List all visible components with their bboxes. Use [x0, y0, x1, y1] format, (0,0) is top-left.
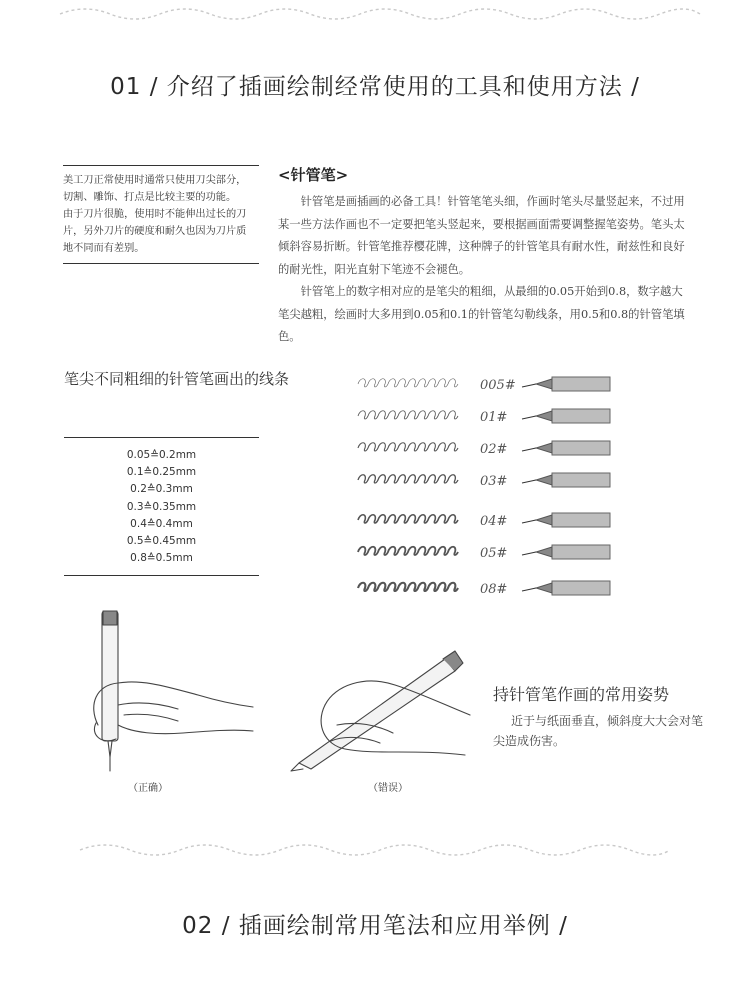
nib-size-row: 0.8≙0.5mm: [130, 552, 193, 565]
stroke-sample-row: [358, 377, 610, 393]
wrong-grip-illustration: [285, 645, 475, 775]
knife-note-line: 由于刀片很脆，使用时不能伸出过长的刀: [63, 209, 247, 220]
pen-icon: [552, 473, 610, 487]
pen-stroke-samples-illustration: [352, 362, 612, 602]
stroke-squiggle: [358, 475, 458, 483]
pen-icon: [552, 513, 610, 527]
nib-size-row: 0.4≙0.4mm: [130, 517, 193, 530]
stroke-sample-label: 005#: [480, 378, 516, 393]
stroke-squiggle: [358, 443, 458, 451]
pen-nib-icon: [522, 416, 536, 419]
nib-size-row: 0.2≙0.3mm: [130, 483, 193, 496]
stroke-sample-row: [358, 581, 610, 597]
section-1-heading: 01 / 介绍了插画绘制经常使用的工具和使用方法 /: [110, 74, 640, 100]
line-widths-title: 笔尖不同粗细的针管笔画出的线条: [64, 370, 290, 388]
pen-icon: [552, 545, 610, 559]
section-2-heading: 02 / 插画绘制常用笔法和应用举例 /: [182, 913, 568, 939]
stroke-sample-label: 02#: [480, 442, 508, 457]
nib-size-row: 0.1≙0.25mm: [126, 466, 197, 479]
stroke-sample-row: [358, 473, 610, 489]
pen-nib-icon: [522, 384, 536, 387]
grip-posture-text: 近于与纸面垂直，倾斜度大大会对笔尖造成伤害。: [493, 714, 704, 748]
pen-tip-icon: [536, 583, 552, 593]
pen-nib-icon: [522, 480, 536, 483]
pen-paragraph-1: 针管笔是画插画的必备工具！针管笔笔头细，作画时笔头尽量竖起来，不过用某一些方法作画也不一定要把笔头竖起来，要根据画面需要调整握笔姿势。笔头太倾斜容易折断。针管笔推荐樱花牌，这种牌子的针管笔具有耐水性，耐兹性和良好的耐光性，阳光直射下笔迹不会褪色。: [278, 195, 685, 276]
stroke-sample-row: [358, 513, 610, 529]
pen-tip-icon: [536, 515, 552, 525]
pen-icon: [552, 441, 610, 455]
pen-paragraph-2: 针管笔上的数字相对应的是笔尖的粗细，从最细的0.05开始到0.8，数字越大笔尖越粗，绘画时大多用到0.05和0.1的针管笔勾勒线条，用0.5和0.8的针管笔填色。: [278, 285, 685, 343]
pen-tip-icon: [536, 379, 552, 389]
pen-tip-icon: [536, 547, 552, 557]
stroke-sample-label: 05#: [480, 546, 508, 561]
knife-note-line: 地不同而有差别。: [63, 243, 145, 254]
pen-nib-icon: [522, 448, 536, 451]
stroke-sample-row: [358, 409, 610, 425]
pen-icon: [552, 581, 610, 595]
pen-nib-icon: [522, 520, 536, 523]
correct-grip-illustration: [88, 605, 258, 775]
nib-size-table: [64, 437, 259, 576]
stroke-squiggle: [358, 583, 458, 591]
pen-section-title: <针管笔>: [278, 166, 349, 184]
pen-tip-icon: [536, 443, 552, 453]
stroke-squiggle: [358, 547, 458, 555]
wrong-grip-caption: （错误）: [368, 783, 408, 794]
stroke-sample-row: [358, 545, 610, 561]
pen-nib-icon: [522, 588, 536, 591]
pen-icon: [552, 377, 610, 391]
pen-nib-icon: [522, 552, 536, 555]
knife-note-line: 片，另外刀片的硬度和耐久也因为刀片质: [63, 226, 247, 237]
knife-note-line: 美工刀正常使用时通常只使用刀尖部分，: [63, 175, 247, 186]
stroke-sample-label: 03#: [480, 474, 508, 489]
stroke-sample-label: 01#: [480, 410, 508, 425]
nib-size-row: 0.3≙0.35mm: [126, 500, 197, 513]
bottom-wave-divider: [0, 838, 750, 862]
pen-icon: [552, 409, 610, 423]
stroke-squiggle: [358, 379, 458, 387]
stroke-sample-row: [358, 441, 610, 457]
knife-note-line: 切割、雕饰、打点是比较主要的功能。: [63, 192, 237, 203]
pen-tip-icon: [536, 475, 552, 485]
stroke-squiggle: [358, 411, 458, 419]
nib-size-row: 0.5≙0.45mm: [126, 535, 197, 548]
stroke-sample-label: 04#: [480, 514, 508, 529]
nib-size-row: 0.05≙0.2mm: [126, 449, 197, 461]
pen-tip-icon: [536, 411, 552, 421]
stroke-sample-label: 08#: [480, 582, 508, 597]
grip-posture-title: 持针管笔作画的常用姿势: [493, 685, 670, 704]
knife-note: [63, 165, 259, 264]
correct-grip-caption: （正确）: [128, 783, 168, 794]
stroke-squiggle: [358, 515, 458, 523]
top-wave-divider: [0, 2, 750, 26]
